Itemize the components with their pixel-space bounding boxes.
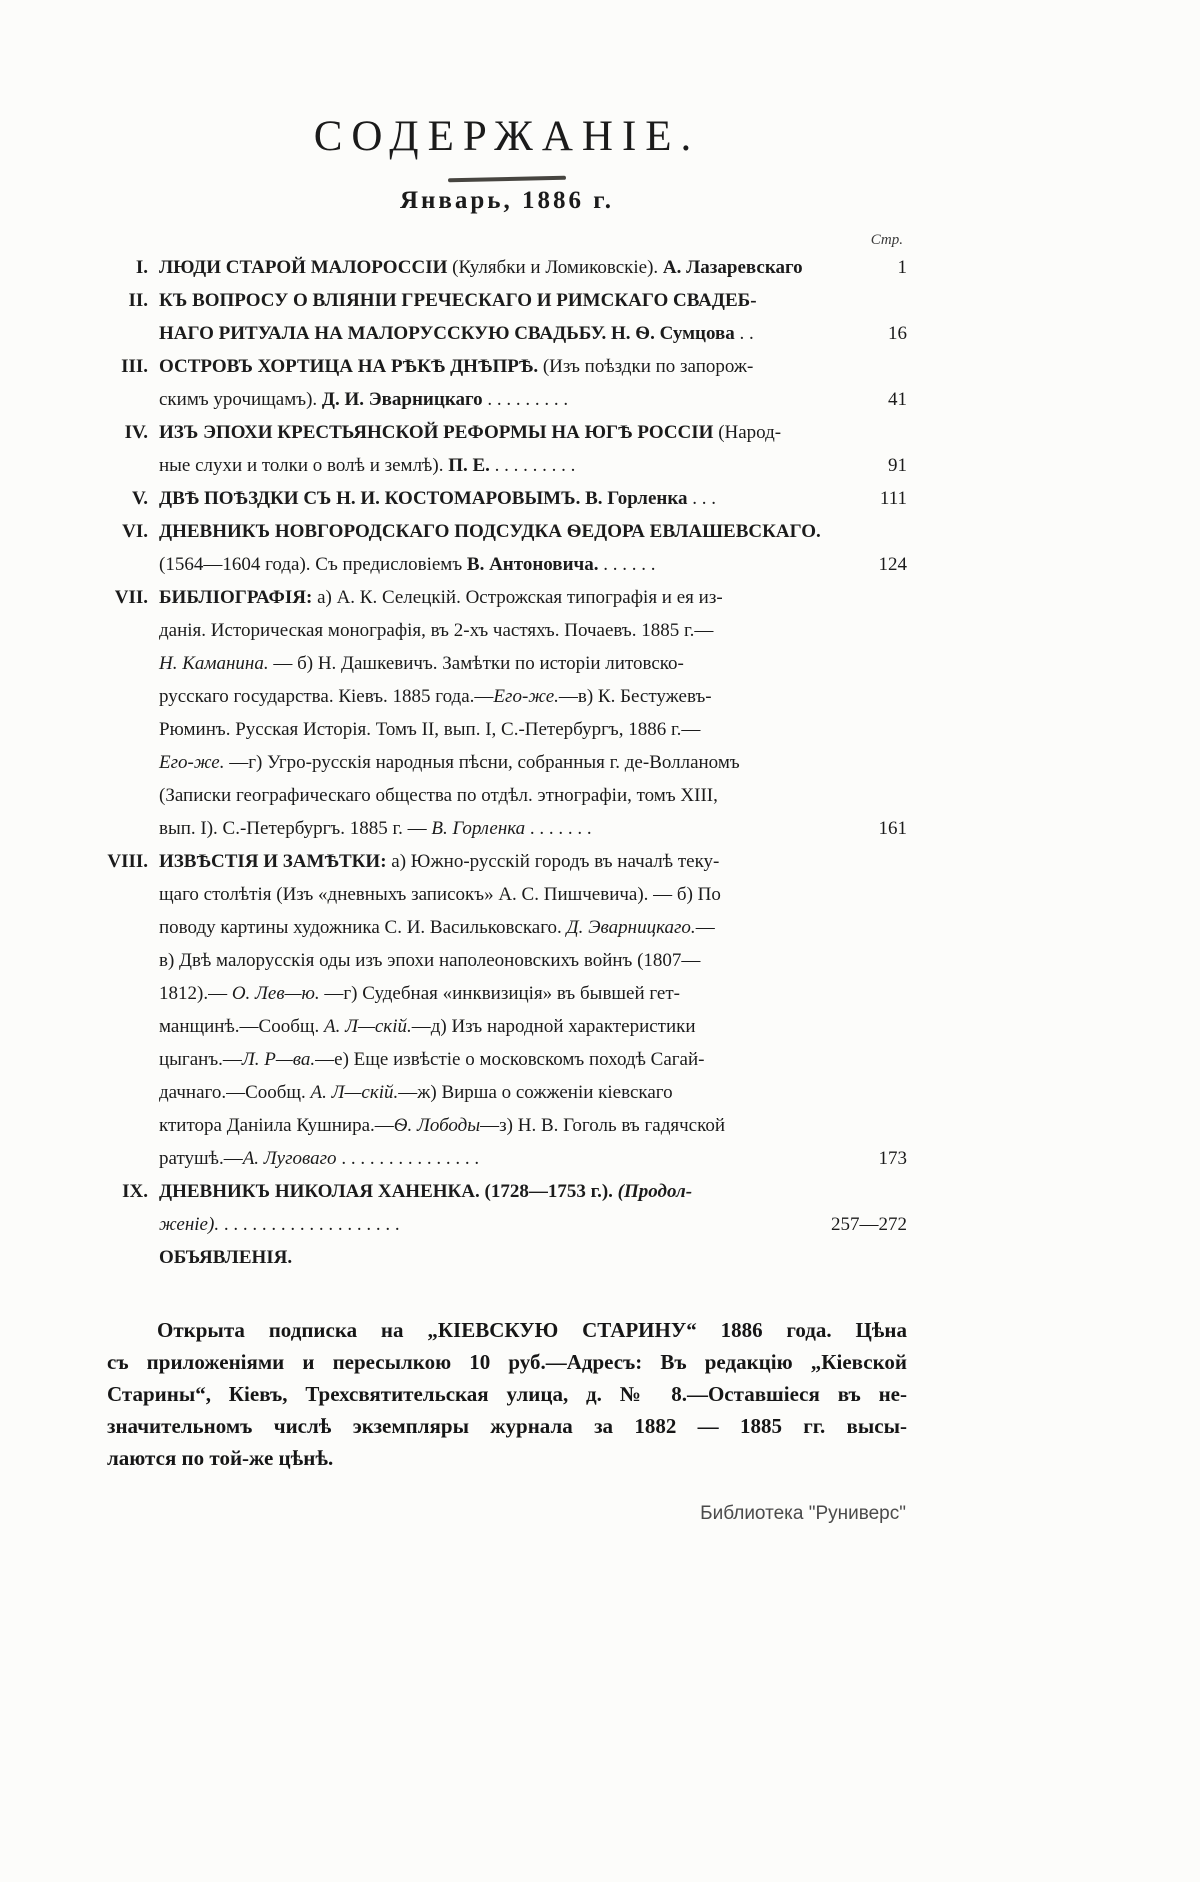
entry-text-segment: Его-же. [493,686,559,707]
entry-text-segment: скимъ урочищамъ). [159,389,322,410]
entry-text-segment: Л. Р—ва. [241,1049,316,1070]
entry-text-segment: . . . . . . . . . [482,389,569,410]
entry-text-segment: Его-же. [159,752,225,773]
entry-text-segment: ктитора Даніила Кушнира.— [159,1115,394,1136]
toc-entries [107,251,907,1274]
announcement-line: съ приложеніями и пересылкою 10 руб.—Адресъ: Въ редакцію „Кіевской [107,1350,907,1374]
entry-line-text [159,482,716,515]
entry-numeral: I. [135,257,148,278]
entry-text-segment: а) Южно-русскій городъ въ началѣ теку- [391,851,720,872]
toc-entry [107,581,907,845]
entry-line-text [159,746,740,779]
entry-page-number: 16 [888,323,907,344]
entry-line-text [159,1142,479,1175]
entry-text-segment: щаго столѣтія (Изъ «дневныхъ записокъ» А. С. Пишчевича). — б) По [159,884,721,905]
entry-text-segment: ДНЕВНИКЪ НОВГОРОДСКАГО ПОДСУДКА ѲЕДОРА ЕВЛАШЕВСКАГО. [159,521,821,542]
toc-entry [107,515,907,581]
entry-line [159,911,907,944]
entry-line [159,680,907,713]
entry-numeral: VIII. [107,851,148,872]
entry-line [159,878,907,911]
entry-text-segment: —е) Еще извѣстіе о московскомъ походѣ Сагай- [315,1049,705,1070]
entry-line [159,977,907,1010]
entry-text-segment: А. Л—скій. [324,1016,412,1037]
entry-line-text [159,350,753,383]
entry-text-segment: . . [734,323,754,344]
entry-text-segment: (Народ- [718,422,782,443]
entry-line-text [159,1043,704,1076]
entry-numeral: VI. [122,521,148,542]
entry-line-text [159,1208,400,1241]
entry-text-segment: . . . . . . . . . [489,455,576,476]
entry-content [159,581,907,845]
entry-content [159,1241,907,1274]
entry-text-segment: (Кулябки и Ломиковскіе). [452,257,663,278]
entry-line [159,1010,907,1043]
announcement-line: лаются по той-же цѣнѣ. [107,1446,334,1470]
entry-line [159,449,907,482]
entry-line [159,1109,907,1142]
announcement-line: Открыта подписка на „КІЕВСКУЮ СТАРИНУ“ 1886 года. Цѣна [157,1318,907,1342]
announcement-line: значительномъ числѣ экземпляры журнала за 1882 — 1885 гг. высы- [107,1414,907,1438]
entry-text-segment: . . . . . . [598,554,656,575]
entry-text-segment: манщинѣ.—Сообщ. [159,1016,324,1037]
entry-text-segment: —з) Н. В. Гоголь въ гадячской [480,1115,726,1136]
entry-line-text [159,1010,696,1043]
entry-line [159,284,907,317]
entry-text-segment: ЛЮДИ СТАРОЙ МАЛОРОССІИ [159,257,453,278]
entry-text-segment: (Изъ поѣздки по запорож- [542,356,754,377]
entry-text-segment: 1812).— [159,983,232,1004]
entry-text-segment: В. Горленка [431,818,526,839]
entry-text-segment: БИБЛІОГРАФІЯ: [159,587,318,608]
entry-text-segment: О. Лев—ю. [231,983,320,1004]
entry-text-segment: . . . . . . . . . . . . . . . . . . . [219,1214,400,1235]
entry-line [159,1208,907,1241]
entry-line-text [159,614,713,647]
entry-text-segment: ОБЪЯВЛЕНІЯ. [159,1247,293,1268]
entry-text-segment: ДВѢ ПОѢЗДКИ СЪ Н. И. КОСТОМАРОВЫМЪ. [159,488,586,509]
toc-entry [107,284,907,350]
entry-line-text [159,779,718,812]
entry-text-segment: ДНЕВНИКЪ НИКОЛАЯ ХАНЕНКА. (1728—1753 г.). [159,1181,618,1202]
entry-line-text [159,548,655,581]
entry-content [159,482,907,515]
entry-text-segment: ОСТРОВЪ ХОРТИЦА НА РѢКѢ ДНѢПРѢ. [159,356,543,377]
page-column-header: Стр. [870,232,903,248]
entry-text-segment: А. Луговаго [242,1148,337,1169]
toc-entry [107,350,907,416]
entry-line [159,812,907,845]
entry-text-segment: Н. Каманина. [159,653,269,674]
entry-text-segment: Д. Эварницкаго. [566,917,696,938]
entry-text-segment: цыганъ.— [159,1049,242,1070]
entry-text-segment: дачнаго.—Сообщ. [159,1082,311,1103]
entry-line [159,317,907,350]
entry-line-text [159,647,684,680]
entry-content [159,251,907,284]
entry-line [159,1043,907,1076]
entry-line-text [159,878,721,911]
entry-text-segment: В. Антоновича. [466,554,599,575]
entry-line-text [159,1241,292,1274]
toc-entry [107,482,907,515]
entry-page-number: 173 [878,1148,907,1169]
title-flourish [448,176,566,182]
entry-line-text [159,845,719,878]
entry-text-segment: . . . [687,488,716,509]
entry-text-segment: (1564—1604 года). Съ предисловіемъ [159,554,467,575]
entry-line-text [159,713,700,746]
entry-page-number: 1 [897,257,907,278]
entry-line-text [159,449,575,482]
entry-line-text [159,284,757,317]
entry-line [159,548,907,581]
entry-text-segment: поводу картины художника С. И. Васильковскаго. [159,917,567,938]
entry-numeral [107,1241,159,1274]
library-watermark: Библиотека "Руниверс" [700,1503,906,1524]
entry-text-segment: . . . . . . . . . . . . . . . [336,1148,480,1169]
entry-text-segment: —в) К. Бестужевъ- [558,686,712,707]
entry-line-text [159,317,754,350]
entry-text-segment: ратушѣ.— [159,1148,243,1169]
entry-page-number: 124 [878,554,907,575]
entry-line [159,1175,907,1208]
toc-entry [107,845,907,1175]
entry-line [159,1142,907,1175]
entry-numeral: II. [128,290,148,311]
entry-text-segment: НАГО РИТУАЛА НА МАЛОРУССКУЮ СВАДЬБУ. [159,323,612,344]
entry-content [159,350,907,416]
entry-line [159,482,907,515]
entry-text-segment: а) А. К. Селецкій. Острожская типографія и ея из- [317,587,723,608]
entry-page-number: 111 [879,488,907,509]
entry-text-segment: Ѳ. Лободы [393,1115,481,1136]
entry-numeral: III. [121,356,148,377]
entry-line [159,746,907,779]
page-inner [107,112,907,1474]
entry-text-segment: А. Лазаревскаго [662,257,803,278]
entry-line [159,713,907,746]
entry-content [159,845,907,1175]
entry-text-segment: — [695,917,715,938]
entry-line-text [159,581,723,614]
entry-text-segment: . . . . . . . [525,818,592,839]
entry-page-number: 161 [878,818,907,839]
entry-text-segment: В. Горленка [585,488,688,509]
entry-numeral: V. [131,488,148,509]
entry-text-segment: Рюминъ. Русская Исторія. Томъ ІІ, вып. І, С.-Петербургъ, 1886 г.— [159,719,701,740]
entry-line-text [159,251,803,284]
entry-line-text [159,383,568,416]
entry-line-text [159,944,700,977]
entry-line [159,383,907,416]
entry-content [159,1175,907,1241]
entry-text-segment: женіе). [159,1214,220,1235]
entry-numeral: IV. [124,422,148,443]
toc-entry [107,1241,907,1274]
entry-line [159,251,907,284]
entry-text-segment: Д. И. Эварницкаго [321,389,483,410]
entry-text-segment: —д) Изъ народной характеристики [411,1016,696,1037]
toc-entry [107,416,907,482]
entry-text-segment: (Записки географическаго общества по отдѣл. этнографіи, томъ XIII, [159,785,718,806]
entry-text-segment: — б) Н. Дашкевичъ. Замѣтки по исторіи литовско- [268,653,684,674]
entry-text-segment: русскаго государства. Кіевъ. 1885 года.— [159,686,494,707]
entry-text-segment: —г) Судебная «инквизиція» въ бывшей гет- [319,983,681,1004]
page-title: СОДЕРЖАНІЕ. [313,113,701,160]
entry-content [159,284,907,350]
entry-content [159,515,907,581]
entry-line-text [159,1175,692,1208]
entry-line [159,1076,907,1109]
entry-text-segment: ИЗВѢСТІЯ И ЗАМѢТКИ: [159,851,392,872]
entry-line-text [159,911,715,944]
entry-text-segment: —г) Угро-русскія народныя пѣсни, собранныя г. де-Волланомъ [224,752,740,773]
entry-line [159,614,907,647]
entry-line [159,515,907,548]
entry-numeral: VII. [114,587,148,608]
entry-text-segment: КЪ ВОПРОСУ О ВЛІЯНІИ ГРЕЧЕСКАГО И РИМСКАГО СВАДЕБ- [159,290,757,311]
entry-text-segment: в) Двѣ малорусскія оды изъ эпохи наполеоновскихъ войнъ (1807— [159,950,701,971]
issue-subtitle: Январь, 1886 г. [399,187,615,214]
entry-text-segment: А. Л—скій. [310,1082,399,1103]
entry-line-text [159,1076,673,1109]
entry-numeral: IX. [122,1181,148,1202]
entry-line-text [159,416,781,449]
entry-line-text [159,680,712,713]
entry-line [159,581,907,614]
announcement [107,1314,907,1474]
entry-line-text [159,977,680,1010]
entry-line [159,647,907,680]
entry-text-segment: данія. Историческая монографія, въ 2-хъ частяхъ. Почаевъ. 1885 г.— [159,620,714,641]
entry-content [159,416,907,482]
entry-text-segment: ные слухи и толки о волѣ и землѣ). [159,455,449,476]
entry-line-text [159,515,821,548]
entry-page-number: 41 [888,389,907,410]
announcement-line: Старины“, Кіевъ, Трехсвятительская улица, д. № 8.—Оставшіеся въ не- [107,1382,907,1406]
entry-page-number: 91 [888,455,907,476]
entry-text-segment: П. Е. [448,455,490,476]
entry-page-number: 257—272 [831,1214,907,1235]
entry-line-text [159,812,592,845]
entry-text-segment: —ж) Вирша о сожженіи кіевскаго [398,1082,673,1103]
entry-text-segment: вып. І). С.-Петербургъ. 1885 г. — [159,818,432,839]
entry-line [159,350,907,383]
entry-text-segment: Н. Ѳ. Сумцова [611,323,735,344]
entry-line [159,1241,907,1274]
entry-text-segment: (Продол- [617,1181,693,1202]
entry-line [159,416,907,449]
toc-entry [107,1175,907,1241]
entry-line [159,944,907,977]
entry-line-text [159,1109,725,1142]
entry-line [159,845,907,878]
toc-entry [107,251,907,284]
entry-text-segment: ИЗЪ ЭПОХИ КРЕСТЬЯНСКОЙ РЕФОРМЫ НА ЮГѢ РОССІИ [159,422,719,443]
entry-line [159,779,907,812]
